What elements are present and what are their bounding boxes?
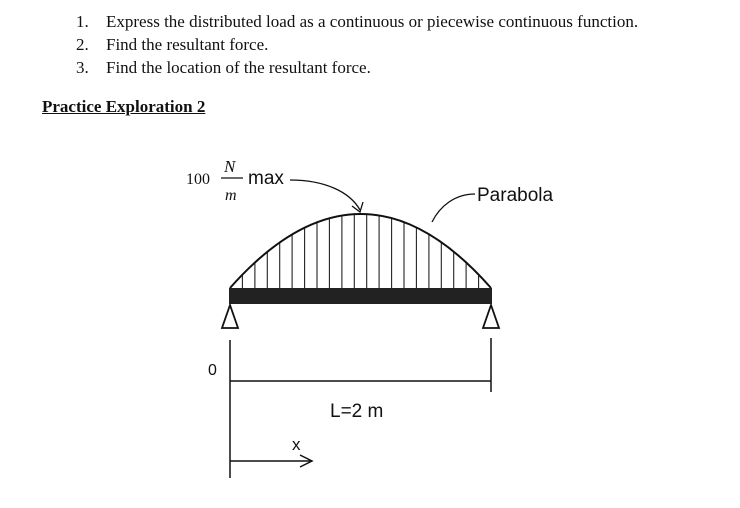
- beam: [229, 288, 492, 304]
- max-arrow-line: [290, 180, 360, 210]
- parabola-label: Parabola: [477, 185, 554, 206]
- step-text: Express the distributed load as a continuous or piecewise continuous function.: [106, 12, 639, 31]
- load-unit-numerator: N: [224, 157, 236, 176]
- load-value: 100: [186, 171, 210, 188]
- section-title: Practice Exploration 2: [42, 97, 206, 116]
- step-number: 3.: [76, 58, 89, 77]
- length-label: L=2 m: [330, 401, 384, 422]
- parabola-leader: [432, 194, 475, 222]
- right-support-triangle: [483, 305, 499, 328]
- x-axis-label: x: [292, 435, 301, 454]
- step-number: 2.: [76, 35, 89, 54]
- step-number: 1.: [76, 12, 89, 31]
- load-unit-denominator: m: [225, 187, 237, 204]
- origin-label: 0: [208, 362, 217, 379]
- max-label: max: [248, 168, 284, 189]
- step-text: Find the location of the resultant force.: [106, 58, 371, 77]
- left-support-triangle: [222, 305, 238, 328]
- load-hatch: [242, 214, 478, 288]
- parabola-curve: [230, 214, 491, 288]
- step-text: Find the resultant force.: [106, 35, 269, 54]
